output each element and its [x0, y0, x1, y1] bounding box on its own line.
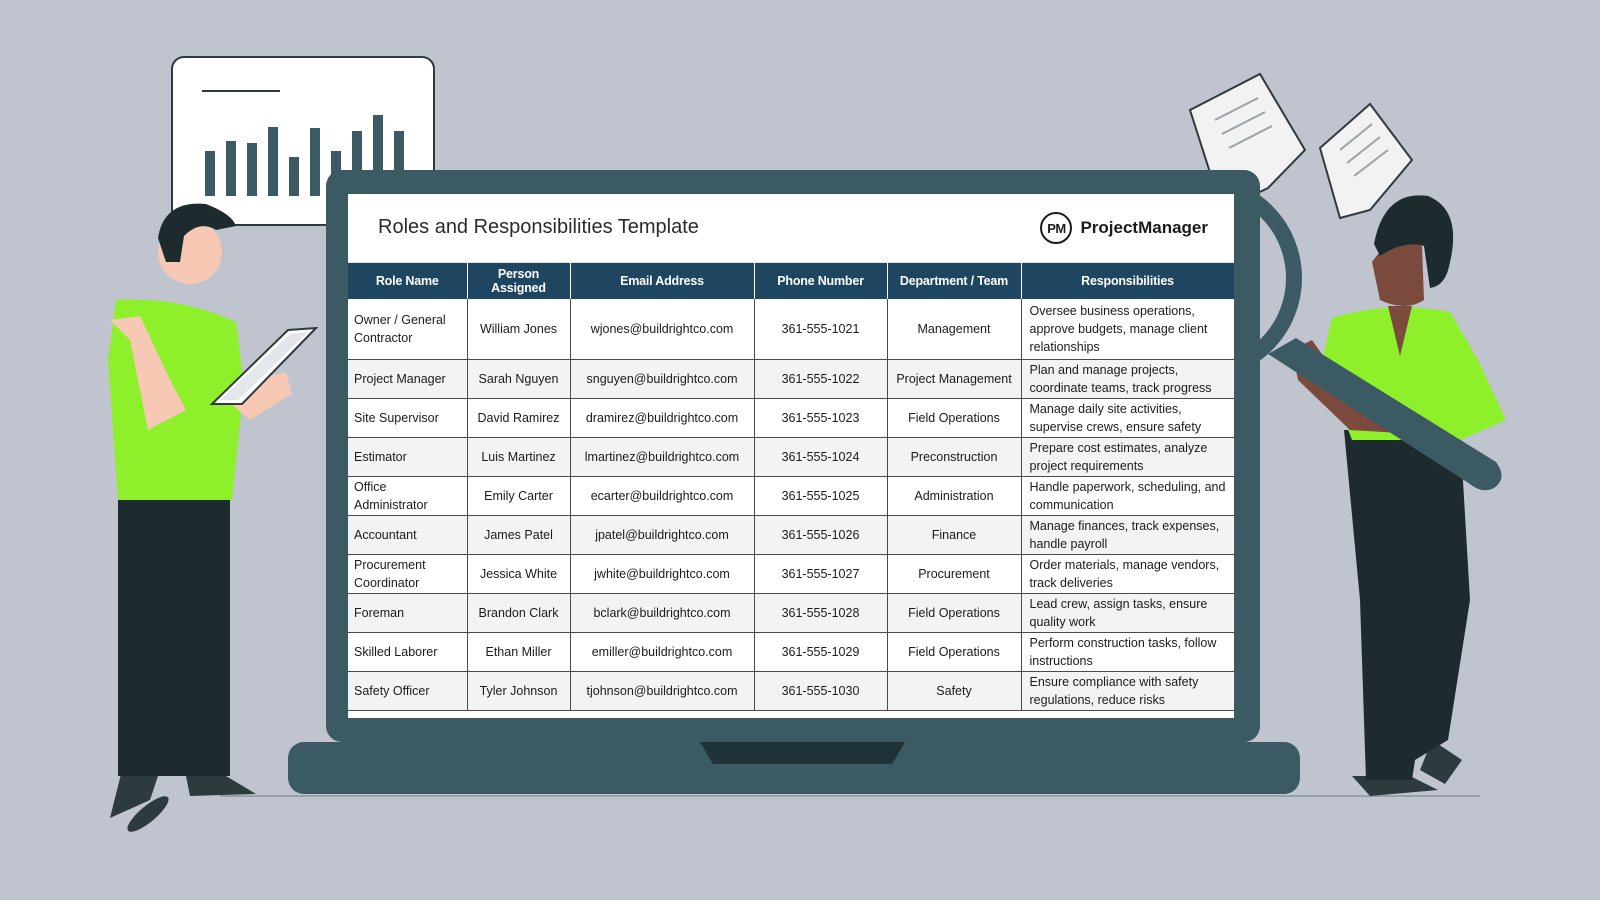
- cell-responsibilities: Handle paperwork, scheduling, and communication: [1021, 476, 1234, 515]
- document-header: [348, 194, 1234, 263]
- cell-phone: 361-555-1025: [754, 476, 887, 515]
- cell-department: Field Operations: [887, 398, 1021, 437]
- cell-responsibilities: Perform construction tasks, follow instructions: [1021, 632, 1234, 671]
- page-title: Roles and Responsibilities Template: [378, 216, 699, 238]
- cell-responsibilities: Manage finances, track expenses, handle payroll: [1021, 515, 1234, 554]
- column-header-department-team: Department / Team: [887, 263, 1021, 299]
- cell-person: James Patel: [467, 515, 570, 554]
- cell-email: emiller@buildrightco.com: [570, 632, 754, 671]
- cell-responsibilities: Plan and manage projects, coordinate teams, track progress: [1021, 359, 1234, 398]
- pm-logo-icon: PM: [1040, 212, 1072, 244]
- cell-department: Procurement: [887, 554, 1021, 593]
- cell-department: Finance: [887, 515, 1021, 554]
- cell-department: Administration: [887, 476, 1021, 515]
- cell-phone: 361-555-1030: [754, 671, 887, 710]
- cell-role: Site Supervisor: [348, 398, 467, 437]
- cell-phone: 361-555-1024: [754, 437, 887, 476]
- cell-email: jwhite@buildrightco.com: [570, 554, 754, 593]
- roles-table: [348, 263, 1234, 711]
- cell-department: Project Management: [887, 359, 1021, 398]
- cell-department: Field Operations: [887, 593, 1021, 632]
- cell-email: jpatel@buildrightco.com: [570, 515, 754, 554]
- cell-role: Procurement Coordinator: [348, 554, 467, 593]
- cell-responsibilities: Manage daily site activities, supervise crews, ensure safety: [1021, 398, 1234, 437]
- cell-person: Ethan Miller: [467, 632, 570, 671]
- cell-email: lmartinez@buildrightco.com: [570, 437, 754, 476]
- cell-person: Tyler Johnson: [467, 671, 570, 710]
- cell-person: Sarah Nguyen: [467, 359, 570, 398]
- cell-phone: 361-555-1026: [754, 515, 887, 554]
- cell-phone: 361-555-1023: [754, 398, 887, 437]
- cell-role: Owner / General Contractor: [348, 299, 467, 359]
- cell-responsibilities: Lead crew, assign tasks, ensure quality work: [1021, 593, 1234, 632]
- cell-role: Estimator: [348, 437, 467, 476]
- table-row: [348, 593, 1234, 632]
- table-row: [348, 632, 1234, 671]
- table-row: [348, 299, 1234, 359]
- cell-person: Emily Carter: [467, 476, 570, 515]
- cell-phone: 361-555-1022: [754, 359, 887, 398]
- laptop-screen: [348, 194, 1234, 718]
- table-row: [348, 554, 1234, 593]
- cell-role: Accountant: [348, 515, 467, 554]
- table-row: [348, 476, 1234, 515]
- column-header-person-assigned: Person Assigned: [467, 263, 570, 299]
- table-row: [348, 671, 1234, 710]
- column-header-responsibilities: Responsibilities: [1021, 263, 1234, 299]
- cell-role: Project Manager: [348, 359, 467, 398]
- cell-responsibilities: Ensure compliance with safety regulations, reduce risks: [1021, 671, 1234, 710]
- cell-email: tjohnson@buildrightco.com: [570, 671, 754, 710]
- cell-phone: 361-555-1028: [754, 593, 887, 632]
- cell-department: Field Operations: [887, 632, 1021, 671]
- woman-figure: [1292, 195, 1506, 796]
- brand-name: ProjectManager: [1080, 218, 1208, 237]
- cell-email: snguyen@buildrightco.com: [570, 359, 754, 398]
- table-header-row: [348, 263, 1234, 299]
- cell-department: Safety: [887, 671, 1021, 710]
- cell-responsibilities: Oversee business operations, approve budgets, manage client relationships: [1021, 299, 1234, 359]
- cell-responsibilities: Order materials, manage vendors, track deliveries: [1021, 554, 1234, 593]
- cell-person: Jessica White: [467, 554, 570, 593]
- cell-email: dramirez@buildrightco.com: [570, 398, 754, 437]
- table-row: [348, 437, 1234, 476]
- table-row: [348, 359, 1234, 398]
- cell-email: wjones@buildrightco.com: [570, 299, 754, 359]
- cell-email: ecarter@buildrightco.com: [570, 476, 754, 515]
- cell-role: Foreman: [348, 593, 467, 632]
- column-header-role-name: Role Name: [348, 263, 467, 299]
- cell-phone: 361-555-1027: [754, 554, 887, 593]
- table-row: [348, 515, 1234, 554]
- cell-responsibilities: Prepare cost estimates, analyze project requirements: [1021, 437, 1234, 476]
- cell-person: Luis Martinez: [467, 437, 570, 476]
- table-row: [348, 398, 1234, 437]
- cell-person: David Ramirez: [467, 398, 570, 437]
- cell-role: Skilled Laborer: [348, 632, 467, 671]
- column-header-email-address: Email Address: [570, 263, 754, 299]
- cell-department: Preconstruction: [887, 437, 1021, 476]
- cell-phone: 361-555-1021: [754, 299, 887, 359]
- cell-person: Brandon Clark: [467, 593, 570, 632]
- cell-role: Office Administrator: [348, 476, 467, 515]
- brand: [1040, 212, 1208, 244]
- cell-email: bclark@buildrightco.com: [570, 593, 754, 632]
- cell-department: Management: [887, 299, 1021, 359]
- man-figure: [108, 204, 316, 837]
- cell-role: Safety Officer: [348, 671, 467, 710]
- cell-person: William Jones: [467, 299, 570, 359]
- column-header-phone-number: Phone Number: [754, 263, 887, 299]
- cell-phone: 361-555-1029: [754, 632, 887, 671]
